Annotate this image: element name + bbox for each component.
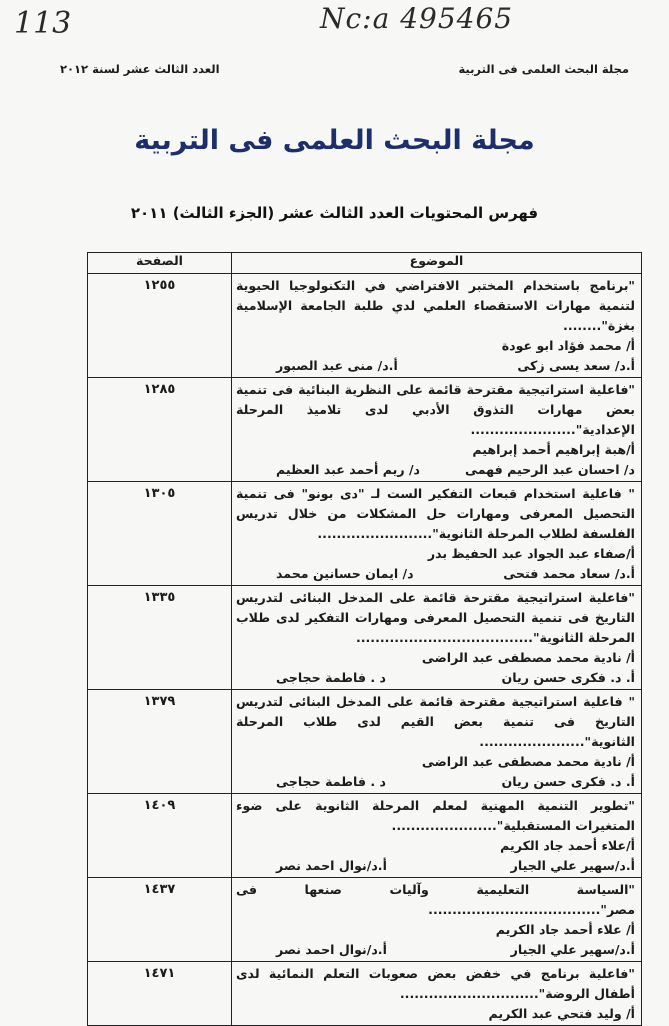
toc-row — [88, 690, 642, 794]
page-title: مجلة البحث العلمى فى التربية — [134, 125, 535, 156]
supervisor-name: أ.د/نوال احمد نصر — [276, 942, 387, 957]
toc-row — [88, 274, 642, 378]
supervisor-name: د/ ايمان حسانين محمد — [276, 566, 414, 581]
page-number: ١٤٠٩ — [88, 794, 232, 878]
page-number: ١٤٧١ — [88, 962, 232, 1026]
supervisors-line — [236, 772, 635, 792]
article-title: "فاعلية برنامج في خفض بعض صعوبات التعلم النمائية لدى أطفال الروضة"............................. — [236, 966, 635, 1001]
toc-row — [88, 378, 642, 482]
article-author: أ/علاء أحمد جاد الكريم — [500, 838, 635, 853]
toc-header-row — [88, 253, 642, 274]
supervisors-line — [236, 564, 635, 584]
supervisor-name: د . فاطمة حجاجى — [276, 670, 387, 685]
page-number: ١٢٥٥ — [88, 274, 232, 378]
article-title: " فاعلية استخدام قبعات التفكير الست لـ "دى بونو" فى تنمية التحصيل المعرفى ومهارات حل المشكلات من خلال تدريس الفلسفة لطلاب المرحلة الثانوية"........................ — [236, 486, 635, 541]
toc-row — [88, 794, 642, 878]
supervisors-line — [236, 668, 635, 688]
supervisor-name: أ.د/سهير علي الجيار — [510, 858, 635, 873]
toc-row — [88, 586, 642, 690]
article-author: أ/ نادية محمد مصطفى عبد الراضى — [421, 650, 635, 665]
supervisors-line — [236, 940, 635, 960]
toc-topic-cell — [232, 794, 642, 878]
handwritten-reference-number: Nc:a 495465 — [320, 2, 514, 35]
toc-row — [88, 962, 642, 1026]
article-author: أ/ نادية محمد مصطفى عبد الراضى — [421, 754, 635, 769]
supervisor-name: أ.د/ سعد يسى زكى — [517, 358, 635, 373]
toc-topic-cell — [232, 962, 642, 1026]
supervisor-name: د . فاطمة حجاجى — [276, 774, 387, 789]
article-author: أ/ وليد فتحي عبد الكريم — [488, 1006, 635, 1021]
running-header — [60, 62, 629, 76]
supervisor-name: أ.د/ سعاد محمد فتحى — [503, 566, 635, 581]
toc-row — [88, 878, 642, 962]
issue-header: العدد الثالث عشر لسنة ٢٠١٢ — [60, 62, 220, 76]
article-title: " فاعلية استراتيجية مقترحة قائمة على المدخل البنائى لتدريس التاريخ فى تنمية بعض القيم لدى طلاب المرحلة الثانوية"...................... — [236, 694, 635, 749]
article-author: أ/ محمد فؤاد ابو عودة — [501, 338, 635, 353]
supervisor-name: د/ احسان عبد الرحيم فهمى — [464, 462, 635, 477]
supervisors-line — [236, 856, 635, 876]
article-title: "فاعلية استراتيجية مقترحة قائمة على النظرية البنائية فى تنمية بعض مهارات التذوق الأدبي لدى تلاميذ المرحلة الإعدادية"...................... — [236, 382, 635, 437]
supervisor-name: أ.د/نوال احمد نصر — [276, 858, 387, 873]
page-number: ١٣٠٥ — [88, 482, 232, 586]
handwritten-page-mark: 113 — [14, 6, 72, 41]
supervisor-name: أ.د/سهير علي الجيار — [510, 942, 635, 957]
journal-name-header: مجلة البحث العلمى فى التربية — [458, 62, 629, 76]
toc-topic-cell — [232, 878, 642, 962]
topic-column-header: الموضوع — [232, 253, 642, 274]
supervisor-name: د/ ريم أحمد عبد العظيم — [276, 462, 421, 477]
supervisor-name: أ. د. فكرى حسن ريان — [501, 774, 635, 789]
toc-body — [88, 274, 642, 1026]
article-title: "برنامج باستخدام المختبر الافتراضي في التكنولوجيا الحيوية لتنمية مهارات الاستقصاء العلمي لدي طلبة الجامعة الإسلامية بغزة"........ — [236, 278, 635, 333]
supervisor-name: أ. د. فكرى حسن ريان — [501, 670, 635, 685]
article-author: أ/صفاء عبد الجواد عبد الحفيظ بدر — [427, 546, 635, 561]
article-author: أ/ علاء أحمد جاد الكريم — [495, 922, 635, 937]
page-number: ١٣٧٩ — [88, 690, 232, 794]
page-number: ١٢٨٥ — [88, 378, 232, 482]
toc-table — [87, 252, 642, 1026]
toc-row — [88, 482, 642, 586]
supervisors-line — [236, 356, 635, 376]
supervisors-line — [236, 460, 635, 480]
page-number: ١٣٣٥ — [88, 586, 232, 690]
toc-topic-cell — [232, 274, 642, 378]
page-column-header: الصفحة — [88, 253, 232, 274]
page-number: ١٤٣٧ — [88, 878, 232, 962]
article-author: أ/هبة إبراهيم أحمد إبراهيم — [472, 442, 635, 457]
article-title: "فاعلية استراتيجية مقترحة قائمة على المدخل البنائى لتدريس التاريخ فى تنمية التحصيل المعرفى ومهارات التفكير لدى طلاب المرحلة الثانوية"..................................... — [236, 590, 635, 645]
toc-subtitle: فهرس المحتويات العدد الثالث عشر (الجزء الثالث) ٢٠١١ — [130, 204, 539, 222]
toc-topic-cell — [232, 378, 642, 482]
toc-topic-cell — [232, 482, 642, 586]
article-title: "تطوير التنمية المهنية لمعلم المرحلة الثانوية على ضوء المتغيرات المستقبلية"...................... — [236, 798, 635, 833]
toc-topic-cell — [232, 586, 642, 690]
article-title: "السياسة التعليمية وآليات صنعها فى مصر".................................... — [236, 882, 635, 917]
supervisor-name: أ.د/ منى عبد الصبور — [276, 358, 398, 373]
toc-topic-cell — [232, 690, 642, 794]
